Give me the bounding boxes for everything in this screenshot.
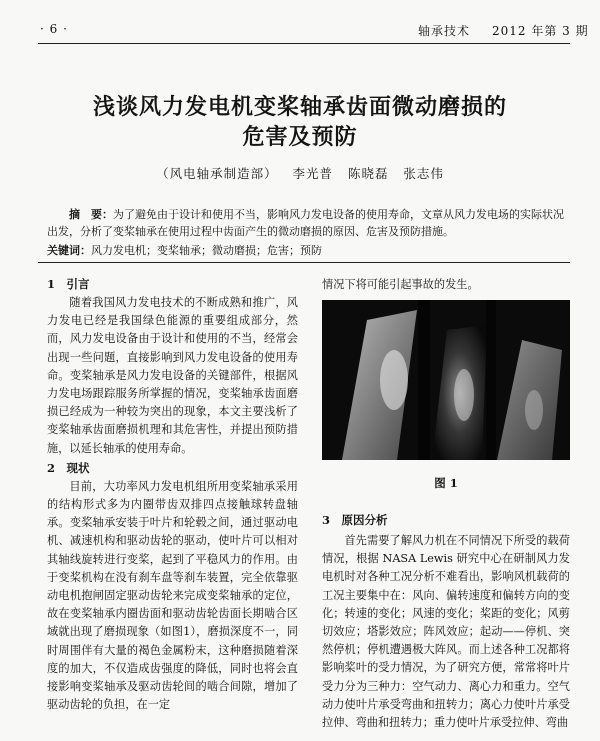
- affiliation: （风电轴承制造部）: [156, 166, 278, 181]
- article-title-line1: 浅谈风力发电机变桨轴承齿面微动磨损的: [92, 94, 507, 120]
- abstract-block: [47, 206, 569, 259]
- intro-body: [47, 294, 298, 458]
- author-line: [40, 164, 560, 182]
- abstract-label: 摘 要：: [69, 208, 113, 221]
- right-column-top-text: 情况下将可能引起事故的发生。: [322, 278, 479, 291]
- keywords-line: [47, 242, 569, 259]
- status-body: [47, 478, 298, 715]
- abstract-text: 为了避免由于设计和使用不当，影响风力发电设备的使用寿命，文章从风力发电场的实际状况出发，分析了变桨轴承在使用过程中齿面产生的微动磨损的原因、危害及预防措施。: [47, 208, 564, 238]
- keywords-text: 风力发电机；变桨轴承；微动磨损；危害；预防: [91, 244, 322, 257]
- intro-paragraph: 随着我国风力发电技术的不断成熟和推广，风力发电已经是我国绿色能源的重要组成部分，然而，风力发电设备由于设计和使用的不当，经常会出现一些问题，直接影响到风力发电设备的使用寿命。变桨轴承是风力发电设备的关键部件，根据风力发电场跟踪服务所掌握的情况，变桨轴承齿面磨损已经成为一种较为突出的现象，本文主要浅析了变桨轴承齿面磨损机理和其危害性，并提出预防措施，以延长轴承的使用寿命。: [47, 296, 298, 455]
- figure-caption: 图 1: [434, 476, 458, 490]
- section-heading-cause: 3 原因分析: [322, 513, 388, 527]
- left-column: [47, 276, 298, 714]
- article-title-line2: 危害及预防: [242, 124, 358, 150]
- author-name: 张志伟: [403, 166, 444, 181]
- cause-body: [322, 532, 570, 732]
- figure-1-photo: [322, 300, 570, 460]
- right-column-body: [322, 512, 570, 732]
- abstract-rule: [38, 262, 570, 263]
- section-heading-status: 2 现状: [47, 460, 90, 475]
- abstract-paragraph: [47, 206, 569, 240]
- issue-label: 2012 年第 3 期: [492, 24, 589, 38]
- cause-paragraph: 首先需要了解风力机在不同情况下所受的载荷情况，根据 NASA Lewis 研究中心在研制风力发电机时对各种工况分析不难看出，影响风机载荷的工况主要集中在：风向、偏转速度和偏转方向的变化；转速的变化；风速的变化；桨距的变化；风剪切效应；塔影效应；阵风效应；起动——停机、突然停机；停机遭遇极大阵风。而上述各种工况都将影响桨叶的受力情况，为了研究方便，常常将叶片受力分为三种力：空气动力、离心力和重力。空气动力使叶片承受弯曲和扭转力；离心力使叶片承受拉伸、弯曲和扭转力；重力使叶片承受拉伸、弯曲: [322, 534, 570, 730]
- gear-tooth-wear-photo-graphic: [322, 300, 570, 460]
- status-paragraph: 目前，大功率风力发电机组所用变桨轴承采用的结构形式多为内圈带齿双排四点接触球转盘轴承。变桨轴承安装于叶片和轮毂之间，通过驱动电机、减速机构和驱动齿轮的驱动，使叶片可以相对其轴线旋转进行变桨，起到了平稳风力的作用。由于变桨机构在没有刹车盘等刹车装置，完全依靠驱动电机抱闸固定驱动齿轮来完成变桨轴承的定位，故在变桨轴承内圈齿面和驱动齿轮齿面长期啮合区域就出现了磨损现象（如图1），磨损深度不一，同时周围伴有大量的褐色金属粉末，这种磨损随着深度的加大，不仅造成齿强度的降低，同时也将会直接影响变桨轴承及驱动齿轮间的啮合间隙，增加了驱动齿轮的负担，在一定: [47, 479, 298, 712]
- section-heading-intro: 1 引言: [47, 277, 90, 291]
- author-name: 陈晓磊: [347, 166, 389, 181]
- author-name: 李光普: [292, 166, 334, 181]
- keywords-label: 关键词：: [47, 244, 91, 257]
- header-rule: [38, 43, 570, 44]
- page-number: · 6 ·: [40, 22, 68, 36]
- journal-name: 轴承技术: [418, 24, 471, 38]
